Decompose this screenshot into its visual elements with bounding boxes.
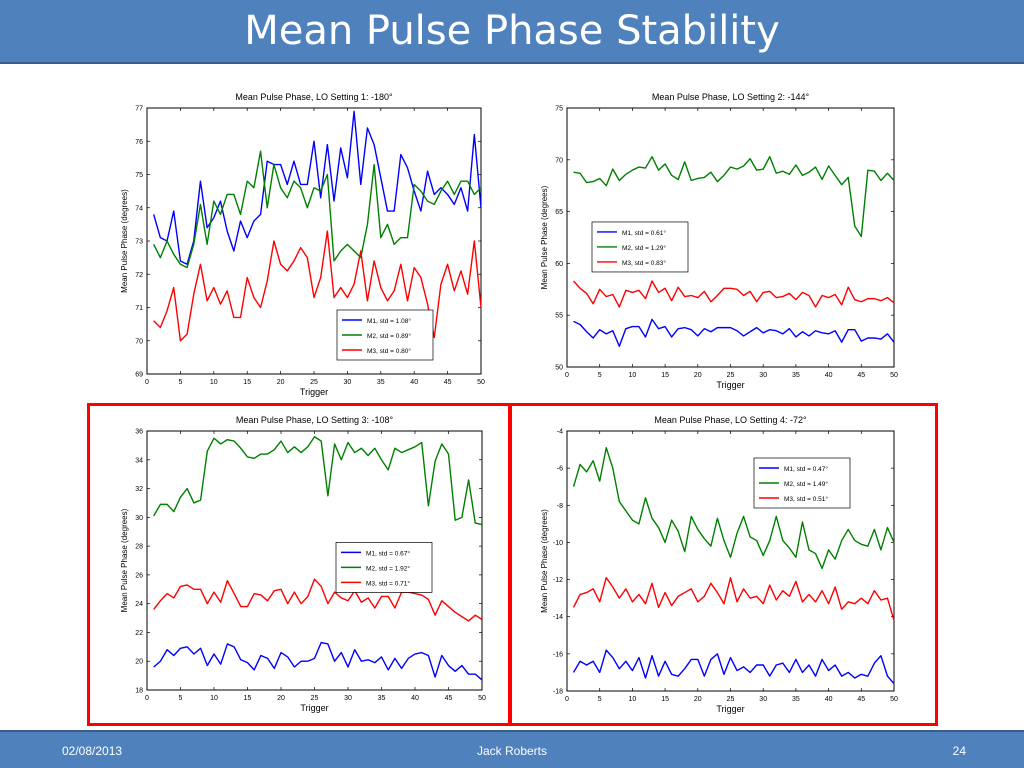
chart-1-legend-label: M1, std = 1.08° <box>367 318 411 325</box>
chart-4-xtick-label: 45 <box>857 696 866 703</box>
chart-2-xtick-label: 15 <box>661 372 669 379</box>
chart-4-title: Mean Pulse Phase, LO Setting 4: -72° <box>654 415 807 425</box>
chart-3-xtick-label: 40 <box>411 695 419 702</box>
chart-1-title: Mean Pulse Phase, LO Setting 1: -180° <box>235 92 393 102</box>
chart-3-xtick-label: 25 <box>310 695 319 702</box>
chart-3-xtick-label: 35 <box>377 695 386 702</box>
chart-3-xtick-label: 15 <box>243 695 252 702</box>
chart-1-xtick-label: 20 <box>276 379 285 386</box>
chart-4-legend-label: M1, std = 0.47° <box>784 466 828 473</box>
chart-2-legend-label: M2, std = 1.29° <box>622 244 666 252</box>
chart-1-ytick-label: 70 <box>135 338 143 346</box>
chart-3-xtick-label: 5 <box>178 695 183 702</box>
chart-4-ytick-label: -10 <box>552 539 563 547</box>
chart-2-ytick-label: 75 <box>555 105 563 113</box>
chart-3-xtick-label: 10 <box>210 695 218 702</box>
chart-1-ytick-label: 72 <box>135 271 143 279</box>
chart-3-ytick-label: 20 <box>135 658 143 666</box>
chart-3-ytick-label: 34 <box>135 457 143 465</box>
chart-2-xtick-label: 40 <box>824 372 833 379</box>
chart-3-title: Mean Pulse Phase, LO Setting 3: -108° <box>235 415 394 425</box>
chart-2-legend-label: M1, std = 0.61° <box>622 229 666 237</box>
slide-title: Mean Pulse Phase Stability <box>244 8 780 54</box>
chart-4-ytick-label: -16 <box>552 651 563 659</box>
chart-2-xtick-label: 50 <box>890 372 898 379</box>
chart-3-legend-label: M2, std = 1.92° <box>366 565 410 573</box>
chart-4-xtick-label: 10 <box>628 696 637 703</box>
chart-1-legend-label: M3, std = 0.80° <box>367 348 411 355</box>
footer-page-number: 24 <box>952 744 966 758</box>
chart-3-ylabel: Mean Pulse Phase (degrees) <box>120 508 129 613</box>
chart-1-xtick-label: 35 <box>376 379 385 386</box>
chart-4-xtick-label: 20 <box>693 696 702 703</box>
chart-1-ytick-label: 77 <box>135 105 143 113</box>
chart-3-ytick-label: 32 <box>135 486 143 494</box>
chart-2-xtick-label: 0 <box>565 372 569 379</box>
highlight-box-setting-3 <box>87 403 511 726</box>
chart-1-ytick-label: 74 <box>135 205 143 213</box>
chart-4-xtick-label: 50 <box>890 696 898 703</box>
chart-2-ytick-label: 60 <box>555 260 563 268</box>
chart-2-ytick-label: 65 <box>555 209 563 217</box>
chart-1-xtick-label: 45 <box>443 379 452 386</box>
chart-4-xtick-label: 5 <box>597 696 602 703</box>
chart-3-ytick-label: 26 <box>135 572 143 580</box>
chart-1-ytick-label: 73 <box>135 238 143 246</box>
chart-2-xtick-label: 5 <box>597 372 602 379</box>
chart-1-ytick-label: 71 <box>135 305 143 312</box>
chart-4-xtick-label: 30 <box>759 696 768 703</box>
chart-3-legend-label: M1, std = 0.67° <box>366 550 410 558</box>
chart-1-ytick-label: 75 <box>135 172 143 179</box>
chart-3-xtick-label: 50 <box>478 695 486 702</box>
chart-4-ytick-label: -6 <box>556 465 563 473</box>
chart-4-ytick-label: -14 <box>552 614 563 622</box>
chart-1-ylabel: Mean Pulse Phase (degrees) <box>120 189 129 293</box>
chart-2-xtick-label: 20 <box>693 372 702 379</box>
chart-2-xlabel: Trigger <box>716 380 745 390</box>
chart-2-ytick-label: 70 <box>555 157 563 165</box>
chart-4-xtick-label: 40 <box>824 696 833 703</box>
chart-1-ytick-label: 69 <box>135 371 143 379</box>
chart-3-legend-label: M3, std = 0.71° <box>366 580 410 588</box>
chart-2-ytick-label: 50 <box>555 364 563 372</box>
chart-3-xtick-label: 45 <box>444 695 453 702</box>
chart-4-ytick-label: -8 <box>556 502 563 510</box>
chart-1-xtick-label: 40 <box>410 379 419 386</box>
chart-4-ytick-label: -18 <box>552 688 563 696</box>
chart-3-ytick-label: 28 <box>135 543 143 551</box>
chart-2-xtick-label: 10 <box>628 372 637 379</box>
chart-2-title: Mean Pulse Phase, LO Setting 2: -144° <box>651 92 810 102</box>
chart-2-xtick-label: 25 <box>726 372 735 379</box>
chart-1-xtick-label: 25 <box>310 379 318 386</box>
chart-2-xtick-label: 35 <box>792 372 800 379</box>
chart-3-ytick-label: 30 <box>135 514 143 522</box>
chart-1-xtick-label: 30 <box>343 379 352 386</box>
chart-1-xtick-label: 15 <box>243 379 252 386</box>
chart-4-ytick-label: -4 <box>556 428 563 436</box>
chart-3-xtick-label: 30 <box>344 695 352 702</box>
chart-3-xtick-label: 0 <box>145 695 149 702</box>
chart-2-ylabel: Mean Pulse Phase (degrees) <box>540 185 549 290</box>
chart-1-xlabel: Trigger <box>299 387 329 397</box>
chart-4-xtick-label: 35 <box>792 696 800 703</box>
chart-1-legend-label: M2, std = 0.89° <box>367 333 411 340</box>
footer-author: Jack Roberts <box>476 744 548 758</box>
chart-4-legend-label: M2, std = 1.49° <box>784 481 828 488</box>
chart-3-ytick-label: 24 <box>135 601 143 609</box>
chart-2-xtick-label: 45 <box>857 372 866 379</box>
chart-3-ytick-label: 22 <box>135 629 143 637</box>
chart-3-xlabel: Trigger <box>300 703 329 713</box>
highlight-box-setting-4 <box>509 403 938 726</box>
chart-2-ytick-label: 55 <box>555 312 563 320</box>
chart-4-ytick-label: -12 <box>552 577 563 585</box>
chart-4-xtick-label: 15 <box>661 696 669 703</box>
chart-3-ytick-label: 36 <box>135 428 143 436</box>
chart-1-xtick-label: 0 <box>145 379 149 386</box>
chart-3-ytick-label: 18 <box>135 687 143 695</box>
chart-4-xtick-label: 0 <box>565 696 569 703</box>
chart-4-legend-label: M3, std = 0.51° <box>784 496 828 503</box>
chart-1-xtick-label: 10 <box>209 379 218 386</box>
chart-2-legend-label: M3, std = 0.83° <box>622 259 666 267</box>
chart-4-xlabel: Trigger <box>716 704 745 714</box>
chart-3-xtick-label: 20 <box>277 695 285 702</box>
chart-1-xtick-label: 50 <box>477 379 485 386</box>
chart-1-xtick-label: 5 <box>178 379 183 386</box>
footer-bar <box>0 730 1024 768</box>
footer-date: 02/08/2013 <box>62 744 123 758</box>
chart-2-xtick-label: 30 <box>759 372 768 379</box>
chart-4-ylabel: Mean Pulse Phase (degrees) <box>540 509 549 613</box>
chart-1-ytick-label: 76 <box>135 138 143 146</box>
chart-4-xtick-label: 25 <box>726 696 735 703</box>
